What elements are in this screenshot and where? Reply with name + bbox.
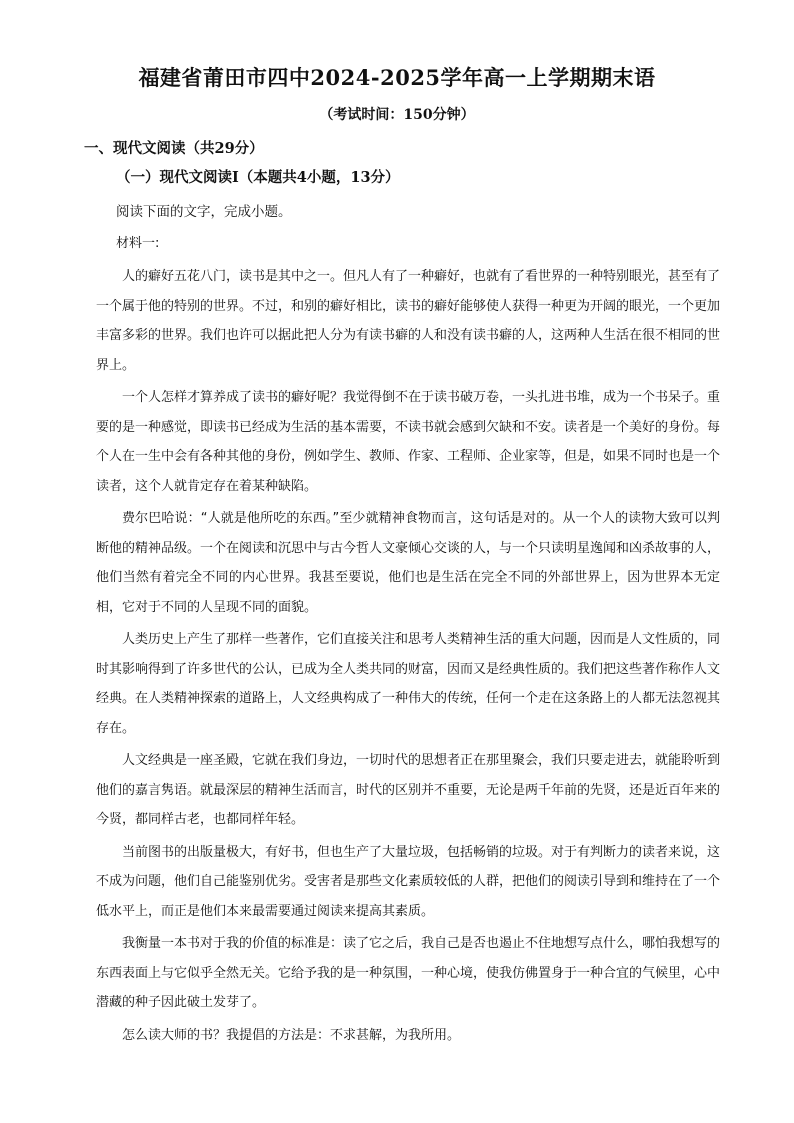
passage-paragraph: 费尔巴哈说：“人就是他所吃的东西。”至少就精神食物而言，这句话是对的。从一个人的读物大致可以判断他的精神品级。一个在阅读和沉思中与古今哲人文豪倾心交谈的人，与一个只读明星逸闻和凶杀故事的人，他们当然有着完全不同的内心世界。我甚至要说，他们也是生活在完全不同的外部世界上，因为世界本无定相，它对于不同的人呈现不同的面貌。 — [96, 511, 721, 615]
passage-paragraph: 人文经典是一座圣殿，它就在我们身边，一切时代的思想者正在那里聚会，我们只要走进去，就能聆听到他们的嘉言隽语。就最深层的精神生活而言，时代的区别并不重要，无论是两千年前的先贤，还是近百年来的今贤，都同样古老，也都同样年轻。 — [96, 753, 721, 827]
passage-paragraph: 人类历史上产生了那样一些著作，它们直接关注和思考人类精神生活的重大问题，因而是人文性质的，同时其影响得到了许多世代的公认，已成为全人类共同的财富，因而又是经典性质的。我们把这些著作称作人文经典。在人类精神探索的道路上，人文经典构成了一种伟大的传统，任何一个走在这条路上的人都无法忽视其存在。 — [96, 632, 721, 736]
material-label: 材料一: — [116, 236, 160, 251]
passage-body — [96, 262, 720, 1053]
passage-paragraph: 我衡量一本书对于我的价值的标准是：读了它之后，我自己是否也遏止不住地想写点什么，哪怕我想写的东西表面上与它似乎全然无关。它给予我的是一种氛围，一种心境，使我仿佛置身于一种合宜的气候里，心中潜藏的种子因此破土发芽了。 — [96, 936, 721, 1010]
exam-duration: （考试时间：150分钟） — [319, 107, 475, 123]
section-heading: 一、现代文阅读（共29分） — [84, 140, 264, 157]
document-title: 福建省莆田市四中2024-2025学年高一上学期期末语 — [138, 65, 656, 90]
passage-paragraph: 一个人怎样才算养成了读书的癖好呢？我觉得倒不在于读书破万卷，一头扎进书堆，成为一个书呆子。重要的是一种感觉，即读书已经成为生活的基本需要，不读书就会感到欠缺和不安。读者是一个美好的身份。每个人在一生中会有各种其他的身份，例如学生、教师、作家、工程师、企业家等，但是，如果不同时也是一个读者，这个人就肯定存在着某种缺陷。 — [96, 390, 721, 494]
passage-paragraph: 人的癖好五花八门，读书是其中之一。但凡人有了一种癖好，也就有了看世界的一种特别眼光，甚至有了一个属于他的特别的世界。不过，和别的癖好相比，读书的癖好能够使人获得一种更为开阔的眼光，一个更加丰富多彩的世界。我们也许可以据此把人分为有读书癖的人和没有读书癖的人，这两种人生活在很不相同的世界上。 — [96, 269, 721, 373]
passage-paragraph: 当前图书的出版量极大，有好书，但也生产了大量垃圾，包括畅销的垃圾。对于有判断力的读者来说，这不成为问题，他们自己能鉴别优劣。受害者是那些文化素质较低的人群，把他们的阅读引导到和维持在了一个低水平上，而正是他们本来最需要通过阅读来提高其素质。 — [96, 844, 721, 919]
subsection-heading: （一）现代文阅读Ⅰ（本题共4小题，13分） — [116, 169, 400, 186]
reading-instruction: 阅读下面的文字，完成小题。 — [116, 204, 292, 220]
passage-paragraph: 怎么读大师的书？我提倡的方法是：不求甚解，为我所用。 — [122, 1027, 461, 1043]
